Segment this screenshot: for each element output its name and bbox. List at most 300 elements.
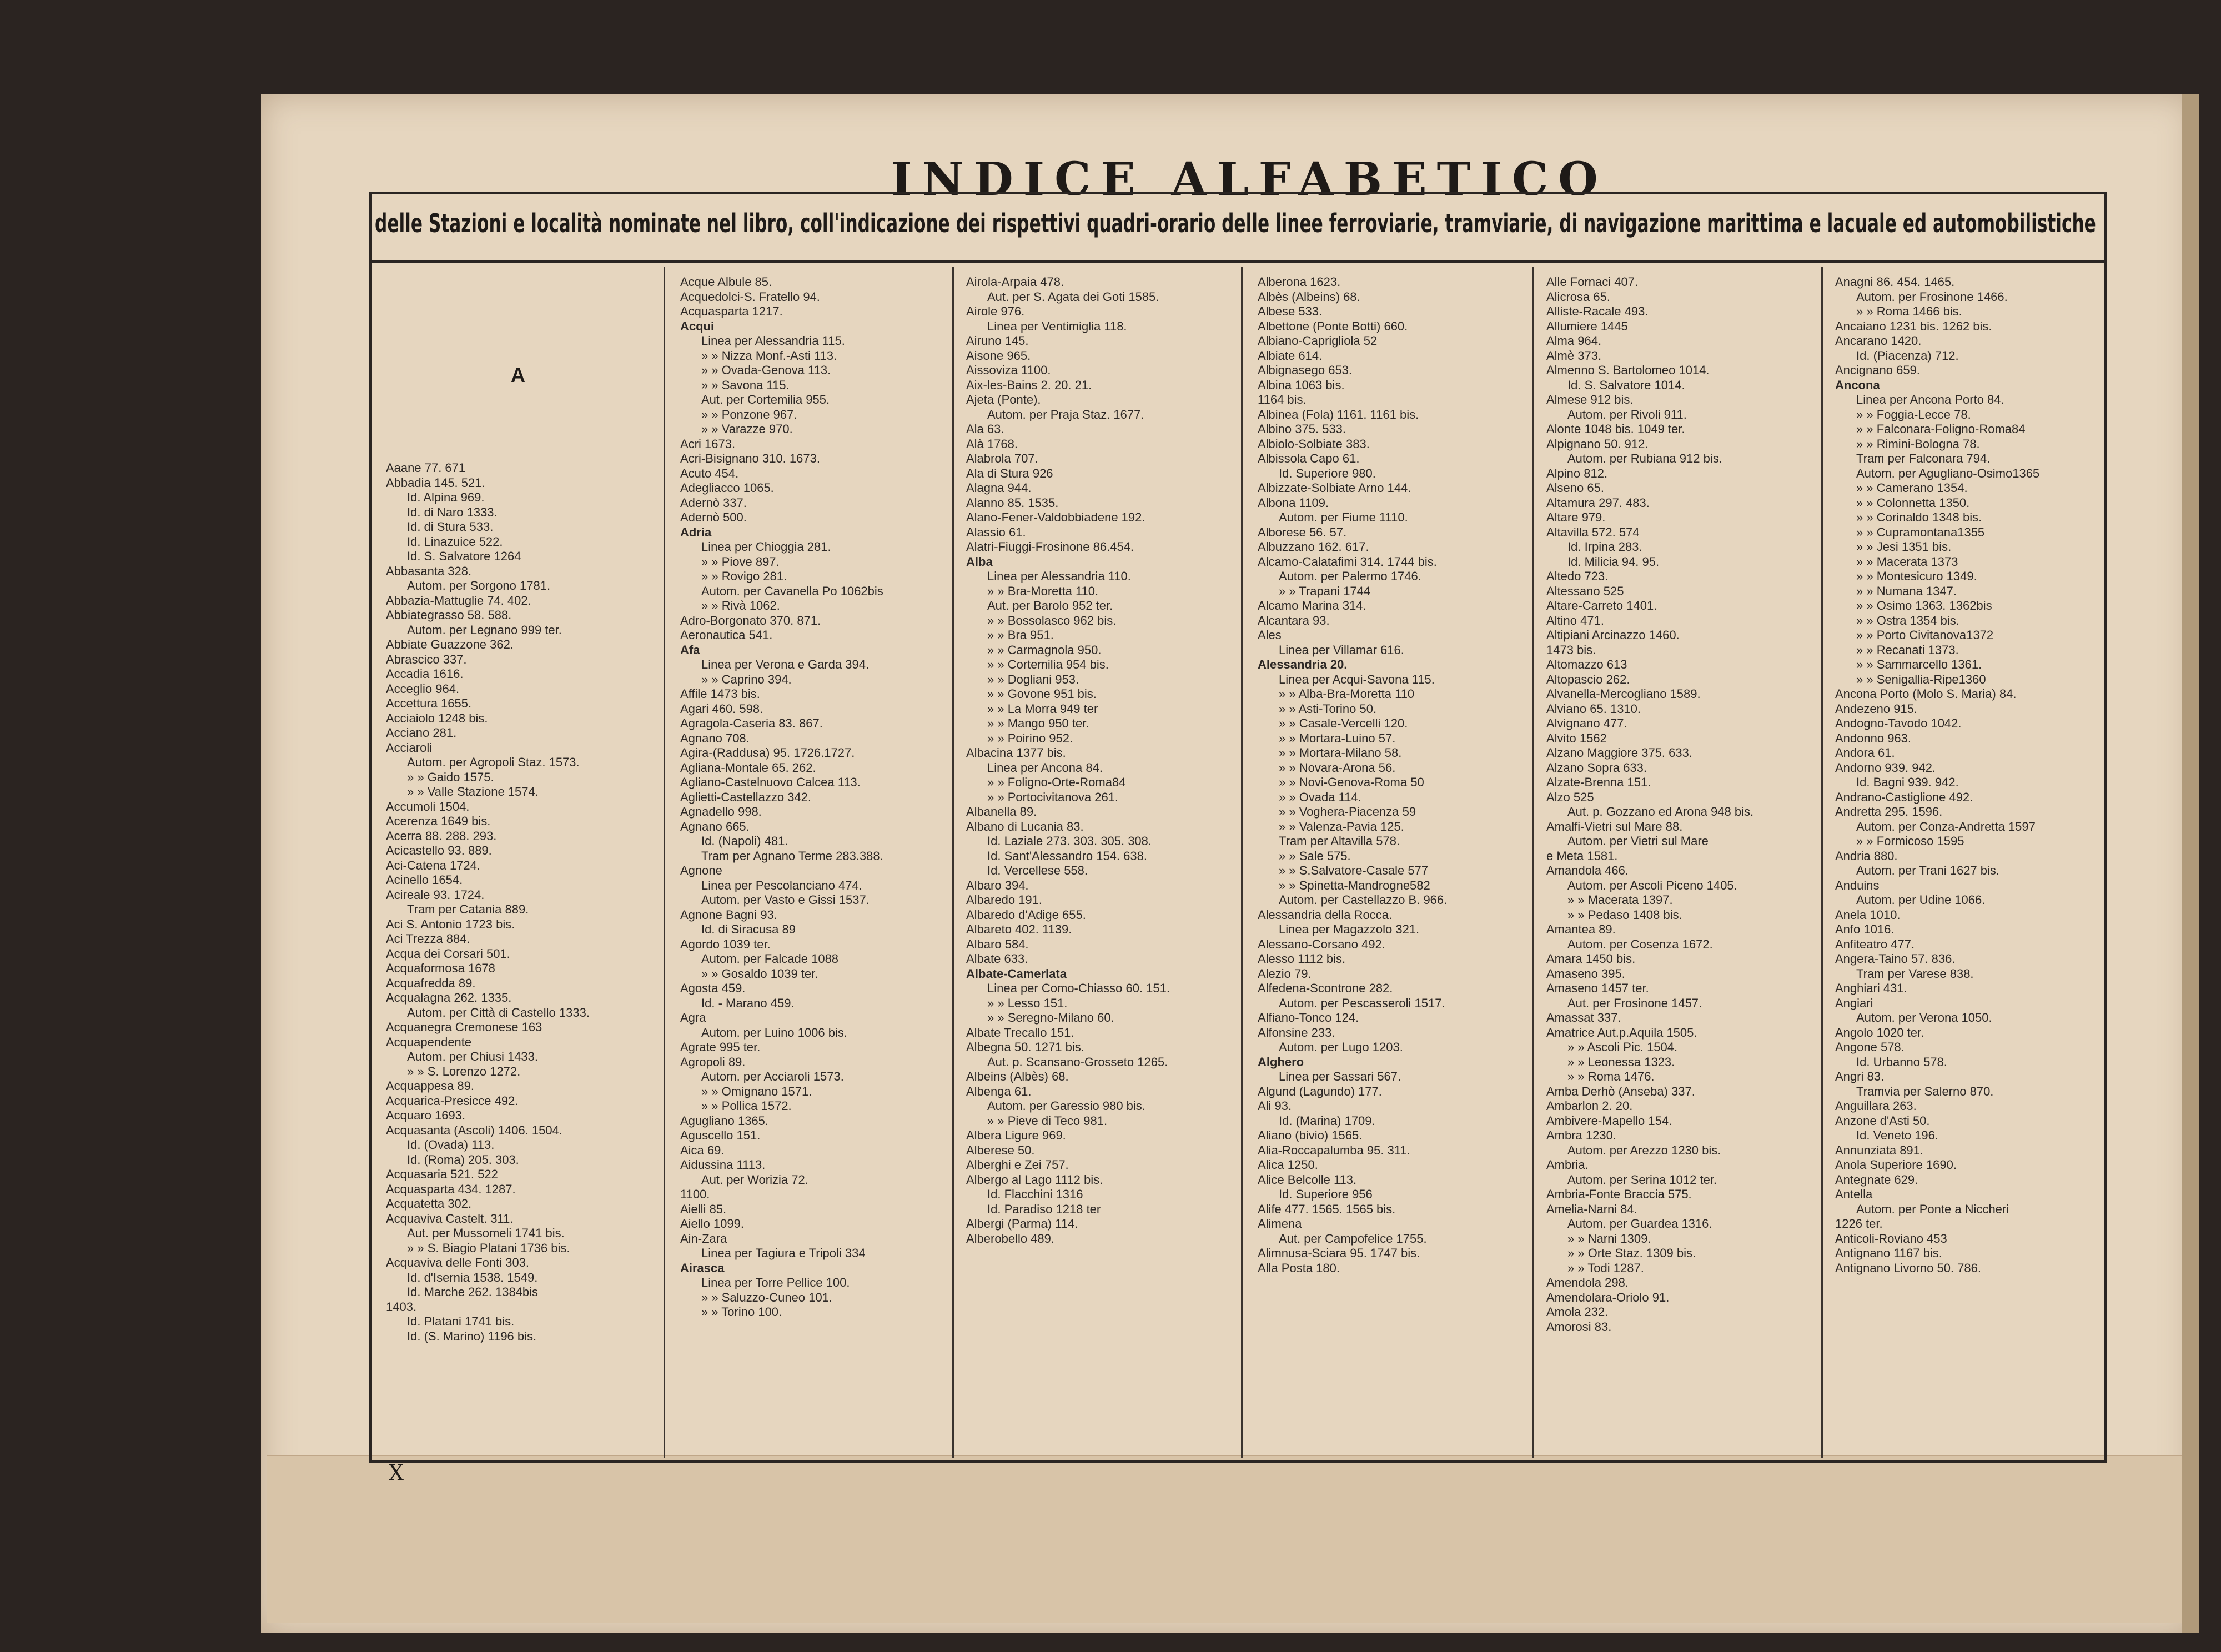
section-letter: A [511,364,525,386]
index-entry: Linea per Tagiura e Tripoli 334 [701,1246,866,1260]
index-entry: Agnano 708. [680,731,750,745]
index-entry: » » Foligno-Orte-Roma84 [987,775,1126,789]
index-entry: Alessano-Corsano 492. [1258,937,1385,951]
index-entry: Alvito 1562 [1546,731,1607,745]
index-entry: Anzone d'Asti 50. [1835,1113,1930,1128]
index-entry: Abbasanta 328. [386,564,472,578]
page-title: INDICE ALFABETICO [891,153,1608,206]
index-entry: Airola-Arpaia 478. [966,275,1064,289]
index-entry: Tram per Varese 838. [1856,966,1974,981]
index-entry: » » Mortara-Milano 58. [1279,746,1402,760]
index-entry: » » Rimini-Bologna 78. [1856,436,1980,451]
index-entry: 1164 bis. [1258,393,1307,406]
index-entry: Tram per Catania 889. [407,902,529,916]
index-entry: Accettura 1655. [386,696,472,710]
index-entry: » » Ostra 1354 bis. [1856,613,1959,627]
index-entry: Andretta 295. 1596. [1835,805,1943,819]
index-entry: Agordo 1039 ter. [680,937,771,951]
index-entry: Autom. per Palermo 1746. [1279,569,1421,583]
index-entry: Acquasaria 521. 522 [386,1167,498,1181]
index-entry: Albinea (Fola) 1161. 1161 bis. [1258,407,1419,421]
index-entry: Ales [1258,628,1282,642]
index-entry: Andogno-Tavodo 1042. [1835,716,1962,730]
index-entry: Anola Superiore 1690. [1835,1158,1957,1172]
index-entry: » » Poirino 952. [987,731,1073,745]
index-entry: Tramvia per Salerno 870. [1856,1084,1994,1098]
index-entry: » » Senigallia-Ripe1360 [1856,672,1986,686]
index-entry: Altino 471. [1546,613,1604,627]
index-entry: Albate-Camerlata [966,966,1067,981]
index-entry: Id. Marche 262. 1384bis [407,1285,539,1299]
index-entry: Airole 976. [966,304,1025,318]
index-entry: Alzano Maggiore 375. 633. [1546,746,1692,760]
index-entry: Agari 460. 598. [680,701,763,716]
index-entry: Linea per Acqui-Savona 115. [1279,672,1435,686]
index-entry: Id. Urbanno 578. [1856,1055,1947,1069]
index-entry: Agragola-Caseria 83. 867. [680,716,823,730]
index-entry: » » La Morra 949 ter [987,701,1098,716]
index-entry: » » Narni 1309. [1567,1231,1651,1246]
index-entry: Andorno 939. 942. [1835,760,1936,775]
column-divider [1821,267,1823,1458]
index-entry: Autom. per Falcade 1088 [701,952,839,966]
index-entry: Annunziata 891. [1835,1143,1924,1157]
index-entry: » » Portocivitanova 261. [987,790,1119,804]
index-entry: Tram per Agnano Terme 283.388. [701,848,883,863]
index-entry: Alife 477. 1565. 1565 bis. [1258,1202,1396,1216]
index-entry: Acquaviva delle Fonti 303. [386,1256,530,1269]
index-entry: Andrano-Castiglione 492. [1835,790,1973,804]
index-subtitle: delle Stazioni e località nominate nel libro, coll'indicazione dei rispettivi quadri-orario delle linee ferroviarie, tramviarie, di navigazione marittima e lacuale ed automobilistiche [375,208,2096,238]
index-entry: Andora 61. [1835,746,1895,760]
index-entry: » » Saluzzo-Cuneo 101. [701,1290,833,1304]
index-entry: Aguscello 151. [680,1128,761,1142]
index-entry: Ancona [1835,378,1880,392]
index-entry: » » Rovigo 281. [701,569,787,583]
index-entry: Autom. per Cosenza 1672. [1567,937,1713,951]
index-entry: Albegna 50. 1271 bis. [966,1040,1084,1054]
index-entry: Linea per Magazzolo 321. [1279,922,1420,936]
index-entry: Aci-Catena 1724. [386,858,480,872]
index-entry: Albaredo d'Adige 655. [966,907,1086,922]
index-entry: » » Gosaldo 1039 ter. [701,966,818,981]
index-entry: Acquaviva Castelt. 311. [386,1211,514,1226]
index-entry: Aglietti-Castellazzo 342. [680,790,812,804]
index-entry: Acqui [680,319,715,333]
index-entry: Amandola 466. [1546,863,1629,877]
index-entry: » » Bossolasco 962 bis. [987,613,1117,627]
index-entry: Angri 83. [1835,1069,1885,1083]
index-entry: Tram per Altavilla 578. [1279,834,1400,848]
index-entry: Affile 1473 bis. [680,687,760,701]
index-entry: Adegliacco 1065. [680,481,774,495]
index-entry: Agra [680,1011,706,1025]
index-entry: Aissoviza 1100. [966,363,1051,377]
index-entry: Aut. per Frosinone 1457. [1567,996,1702,1010]
index-entry: Alezio 79. [1258,966,1312,981]
index-column-4 [1258,275,1535,1458]
index-entry: Altedo 723. [1546,569,1609,583]
index-entry: » » Todi 1287. [1567,1261,1644,1275]
index-entry: » » Torino 100. [701,1305,782,1319]
index-column-6 [1835,275,2096,1458]
index-entry: Acqua dei Corsari 501. [386,946,510,961]
index-entry: Airasca [680,1261,725,1275]
index-entry: Ambria-Fonte Braccia 575. [1546,1187,1692,1201]
index-entry: Linea per Chioggia 281. [701,540,831,554]
index-entry: Id. Vercellese 558. [987,863,1088,877]
index-entry: Antella [1835,1187,1873,1201]
index-entry: Autom. per Arezzo 1230 bis. [1567,1143,1721,1157]
index-entry: Amola 232. [1546,1305,1609,1319]
column-divider [1241,267,1243,1458]
index-entry: Acciano 281. [386,726,457,740]
index-entry: Id. (S. Marino) 1196 bis. [407,1329,537,1343]
index-entry: Acerenza 1649 bis. [386,814,491,828]
index-entry: » » Valenza-Pavia 125. [1279,819,1404,833]
index-entry: Aut. per Barolo 952 ter. [987,599,1113,612]
index-entry: Id. Bagni 939. 942. [1856,775,1959,789]
index-entry: Alba [966,554,993,569]
index-entry: » » Roma 1466 bis. [1856,304,1962,318]
index-entry: Allumiere 1445 [1546,319,1628,333]
index-entry: Aix-les-Bains 2. 20. 21. [966,378,1092,392]
index-entry: Albareto 402. 1139. [966,922,1072,936]
index-entry: Ambra 1230. [1546,1128,1616,1142]
index-entry: Agosta 459. [680,981,746,995]
index-entry: Acquasanta (Ascoli) 1406. 1504. [386,1123,562,1137]
index-entry: Autom. per Frosinone 1466. [1856,289,2008,304]
index-entry: Abbazia-Mattuglie 74. 402. [386,593,531,607]
index-entry: » » Bra-Moretta 110. [987,584,1099,598]
index-entry: » » Jesi 1351 bis. [1856,540,1952,554]
index-entry: Aica 69. [680,1143,725,1157]
index-entry: Alberese 50. [966,1143,1035,1157]
index-entry: Adria [680,525,712,539]
index-entry: Aliano (bivio) 1565. [1258,1128,1363,1142]
index-entry: Id. di Siracusa 89 [701,922,796,936]
index-entry: Autom. per Acciaroli 1573. [701,1069,844,1083]
index-entry: Acri-Bisignano 310. 1673. [680,451,820,465]
index-entry: Aut. p. Gozzano ed Arona 948 bis. [1567,805,1754,819]
index-entry: Aut. per Campofelice 1755. [1279,1231,1427,1246]
index-entry: » » Foggia-Lecce 78. [1856,407,1971,421]
index-entry: Anfiteatro 477. [1835,937,1915,951]
index-entry: Albanella 89. [966,805,1037,819]
index-entry: » » Sale 575. [1279,848,1351,863]
index-entry: Id. di Stura 533. [407,520,494,534]
index-entry: Albeins (Albès) 68. [966,1069,1069,1083]
index-entry: Ancona Porto (Molo S. Maria) 84. [1835,687,2017,701]
index-entry: Alcantara 93. [1258,613,1330,627]
index-entry: Alimena [1258,1217,1302,1231]
index-entry: Autom. per Trani 1627 bis. [1856,863,2000,877]
index-entry: Amendolara-Oriolo 91. [1546,1290,1670,1304]
index-entry: Alzate-Brenna 151. [1546,775,1651,789]
index-entry: Alfedena-Scontrone 282. [1258,981,1393,995]
index-entry: Id. Superiore 980. [1279,466,1376,480]
index-entry: » » Varazze 970. [701,422,793,436]
index-entry: Id. Milicia 94. 95. [1567,554,1660,569]
index-entry: Alesso 1112 bis. [1258,952,1346,966]
index-entry: Autom. per Ponte a Niccheri [1856,1202,2009,1216]
index-entry: Alà 1768. [966,436,1018,451]
index-entry: Alvanella-Mercogliano 1589. [1546,687,1701,701]
index-entry: » » Valle Stazione 1574. [407,785,539,799]
index-entry: » » Cupramontana1355 [1856,525,1985,539]
index-entry: Aisone 965. [966,348,1031,363]
index-entry: Linea per Verona e Garda 394. [701,657,870,671]
page-number: X [389,1460,404,1485]
index-entry: Adernò 337. [680,495,747,510]
index-entry: » » Macerata 1373 [1856,554,1958,569]
index-entry: Albona 1109. [1258,495,1329,510]
index-entry: Linea per Pescolanciano 474. [701,878,862,892]
index-entry: Alpino 812. [1546,466,1608,480]
index-entry: Autom. per Lugo 1203. [1279,1040,1403,1054]
index-entry: Aidussina 1113. [680,1158,766,1172]
index-entry: Albate Trecallo 151. [966,1025,1074,1040]
index-entry: Antignano Livorno 50. 786. [1835,1261,1981,1275]
index-entry: Antignano 1167 bis. [1835,1246,1942,1260]
index-entry: Autom. per Sorgono 1781. [407,579,551,592]
index-entry: Autom. per Luino 1006 bis. [701,1025,847,1040]
index-entry: Acquedolci-S. Fratello 94. [680,289,820,304]
index-entry: » » Ovada 114. [1279,790,1361,804]
index-entry: Andria 880. [1835,848,1898,863]
index-entry: Abbiate Guazzone 362. [386,637,514,651]
index-entry: Acerra 88. 288. 293. [386,828,497,843]
index-entry: Autom. per Praja Staz. 1677. [987,407,1144,421]
index-entry: Aut. per Mussomeli 1741 bis. [407,1226,565,1240]
index-entry: » » Novara-Arona 56. [1279,760,1396,775]
index-entry: Altavilla 572. 574 [1546,525,1640,539]
index-entry: Ambivere-Mapello 154. [1546,1113,1672,1128]
index-entry: 1226 ter. [1835,1217,1883,1231]
index-entry: Autom. per Cavanella Po 1062bis [701,584,883,598]
index-entry: Linea per Torre Pellice 100. [701,1276,850,1289]
index-entry: Ambria. [1546,1158,1589,1172]
column-divider [664,267,665,1458]
index-entry: Albiolo-Solbiate 383. [1258,436,1370,451]
index-entry: 1100. [680,1187,710,1201]
index-entry: » » Numana 1347. [1856,584,1957,598]
index-entry: Alle Fornaci 407. [1546,275,1639,289]
index-entry: Alpignano 50. 912. [1546,436,1649,451]
index-entry: » » Govone 951 bis. [987,687,1097,701]
index-entry: Albiate 614. [1258,348,1323,363]
index-entry: Altopascio 262. [1546,672,1630,686]
index-entry: » » Osimo 1363. 1362bis [1856,599,1992,612]
index-entry: Anfo 1016. [1835,922,1895,936]
index-entry: Aut. per Worizia 72. [701,1172,808,1187]
index-entry: Linea per Ventimiglia 118. [987,319,1127,333]
index-entry: Ala 63. [966,422,1004,436]
index-entry: » » Orte Staz. 1309 bis. [1567,1246,1696,1260]
index-entry: Ancarano 1420. [1835,334,1922,348]
index-entry: Alessandria della Rocca. [1258,907,1393,922]
index-entry: Algund (Lagundo) 177. [1258,1084,1382,1098]
index-entry: Acquappesa 89. [386,1079,475,1093]
index-entry: Autom. per Verona 1050. [1856,1011,1992,1025]
index-entry: » » Rivà 1062. [701,599,780,612]
index-entry: Id. Veneto 196. [1856,1128,1939,1142]
index-entry: Autom. per Garessio 980 bis. [987,1099,1145,1113]
index-entry: Aeronautica 541. [680,628,773,642]
index-entry: Agnone Bagni 93. [680,907,777,922]
index-entry: Albate 633. [966,952,1028,966]
index-entry: » » Montesicuro 1349. [1856,569,1977,583]
index-entry: Linea per Ancona Porto 84. [1856,393,2004,406]
index-entry: Id. (Napoli) 481. [701,834,788,848]
index-column-2 [680,275,958,1458]
index-entry: » » Mango 950 ter. [987,716,1089,730]
index-entry: Albano di Lucania 83. [966,819,1084,833]
index-entry: Id. S. Salvatore 1014. [1567,378,1685,392]
index-entry: Abbadia 145. 521. [386,475,485,490]
index-entry: Autom. per Rivoli 911. [1567,407,1687,421]
index-entry: Almese 912 bis. [1546,393,1634,406]
index-entry: » » Alba-Bra-Moretta 110 [1279,687,1415,701]
index-entry: Anguillara 263. [1835,1099,1917,1113]
index-entry: Altamura 297. 483. [1546,495,1650,510]
index-entry: Alzano Sopra 633. [1546,760,1647,775]
index-entry: Alcamo Marina 314. [1258,599,1366,612]
index-entry: Autom. per Rubiana 912 bis. [1567,451,1722,465]
index-entry: » » Formicoso 1595 [1856,834,1964,848]
index-entry: Id. d'Isernia 1538. 1549. [407,1270,538,1284]
index-entry: Agira-(Raddusa) 95. 1726.1727. [680,746,855,760]
index-entry: Alanno 85. 1535. [966,495,1059,510]
book-spine [2182,94,2199,1633]
index-entry: Altare-Carreto 1401. [1546,599,1657,612]
index-entry: Aiello 1099. [680,1217,744,1231]
index-entry: Id. di Naro 1333. [407,505,498,519]
index-entry: Acquanegra Cremonese 163 [386,1020,542,1034]
index-entry: Ala di Stura 926 [966,466,1053,480]
index-entry: Andonno 963. [1835,731,1912,745]
index-entry: Linea per Como-Chiasso 60. 151. [987,981,1170,995]
index-entry: Amalfi-Vietri sul Mare 88. [1546,819,1683,833]
index-entry: Autom. per Serina 1012 ter. [1567,1172,1717,1187]
index-entry: Anduins [1835,878,1880,892]
index-entry: Accadia 1616. [386,667,464,681]
index-entry: Acquaro 1693. [386,1108,466,1122]
index-entry: Linea per Alessandria 115. [701,334,845,348]
index-entry: Acinello 1654. [386,873,463,887]
index-entry: » » Sammarcello 1361. [1856,657,1982,671]
index-entry: Autom. per Conza-Andretta 1597 [1856,819,2036,833]
index-entry: 1473 bis. [1546,642,1596,657]
index-entry: » » Camerano 1354. [1856,481,1968,495]
index-entry: Albina 1063 bis. [1258,378,1345,392]
index-entry: Acicastello 93. 889. [386,843,492,857]
index-entry: Ajeta (Ponte). [966,393,1041,406]
index-entry: Id. Laziale 273. 303. 305. 308. [987,834,1152,848]
index-entry: » » Savona 115. [701,378,790,392]
index-entry: Alberona 1623. [1258,275,1341,289]
index-entry: Acquarica-Presicce 492. [386,1093,519,1108]
index-entry: Autom. per Fiume 1110. [1279,510,1408,524]
index-entry: Amelia-Narni 84. [1546,1202,1637,1216]
index-entry: Abbiategrasso 58. 588. [386,608,512,622]
index-entry: Alghero [1258,1055,1304,1069]
index-entry: Amba Derhò (Anseba) 337. [1546,1084,1695,1098]
index-entry: » » Bra 951. [987,628,1054,642]
index-entry: Alberobello 489. [966,1231,1055,1246]
index-entry: Alica 1250. [1258,1158,1318,1172]
index-entry: Acquasparta 434. 1287. [386,1182,516,1196]
index-entry: Alborese 56. 57. [1258,525,1347,539]
index-entry: Autom. per Vietri sul Mare [1567,834,1709,848]
index-entry: Agugliano 1365. [680,1113,769,1128]
index-entry: Agliano-Castelnuovo Calcea 113. [680,775,861,789]
index-entry: Autom. per Guardea 1316. [1567,1217,1712,1231]
index-entry: Albacina 1377 bis. [966,746,1066,760]
index-entry: Anagni 86. 454. 1465. [1835,275,1955,289]
index-entry: Id. Irpina 283. [1567,540,1642,554]
index-entry: Adro-Borgonato 370. 871. [680,613,821,627]
index-entry: Albettone (Ponte Botti) 660. [1258,319,1408,333]
page-edge [267,1455,2193,1623]
index-entry: Albiano-Caprigliola 52 [1258,334,1378,348]
index-entry: Acque Albule 85. [680,275,772,289]
index-entry: Albignasego 653. [1258,363,1353,377]
index-entry: Altipiani Arcinazzo 1460. [1546,628,1680,642]
index-entry: Angiari [1835,996,1873,1010]
index-entry: » » Corinaldo 1348 bis. [1856,510,1982,524]
index-entry: Albergi (Parma) 114. [966,1217,1078,1231]
index-entry: Amantea 89. [1546,922,1616,936]
index-entry: Anela 1010. [1835,907,1901,922]
index-entry: Autom. per Vasto e Gissi 1537. [701,893,870,907]
index-entry: » » Gaido 1575. [407,770,494,784]
index-entry: Amassat 337. [1546,1011,1621,1025]
index-entry: » » Caprino 394. [701,672,792,686]
index-entry: Alliste-Racale 493. [1546,304,1649,318]
index-entry: Albès (Albeins) 68. [1258,289,1360,304]
index-entry: 1403. [386,1299,417,1314]
index-entry: Agnone [680,863,722,877]
index-entry: Albenga 61. [966,1084,1032,1098]
index-column-3 [966,275,1244,1458]
index-entry: Autom. per Udine 1066. [1856,893,1986,907]
index-entry: Albino 375. 533. [1258,422,1346,436]
index-entry: Agliana-Montale 65. 262. [680,760,816,775]
index-entry: » » Ascoli Pic. 1504. [1567,1040,1678,1054]
index-entry: Ambarlon 2. 20. [1546,1099,1633,1113]
index-entry: Autom. per Pescasseroli 1517. [1279,996,1445,1010]
index-entry: Albizzate-Solbiate Arno 144. [1258,481,1411,495]
index-entry: Aut. p. Scansano-Grosseto 1265. [987,1055,1168,1069]
index-entry: Alano-Fener-Valdobbiadene 192. [966,510,1145,524]
index-entry: Alfiano-Tonco 124. [1258,1011,1359,1025]
index-entry: Autom. per Chiusi 1433. [407,1050,539,1063]
index-entry: Autom. per Agugliano-Osimo1365 [1856,466,2040,480]
index-entry: » » Falconara-Foligno-Roma84 [1856,422,2026,436]
index-entry: Airuno 145. [966,334,1029,348]
index-entry: Aielli 85. [680,1202,727,1216]
index-entry: Amatrice Aut.p.Aquila 1505. [1546,1025,1697,1040]
index-entry: » » Voghera-Piacenza 59 [1279,805,1416,819]
index-entry: Albaro 394. [966,878,1029,892]
index-entry: » » Pollica 1572. [701,1099,792,1113]
column-divider [952,267,954,1458]
index-entry: Aaane 77. 671 [386,461,466,475]
index-entry: Id. Flacchini 1316 [987,1187,1083,1201]
index-entry: Albissola Capo 61. [1258,451,1360,465]
index-entry: Agrate 995 ter. [680,1040,761,1054]
